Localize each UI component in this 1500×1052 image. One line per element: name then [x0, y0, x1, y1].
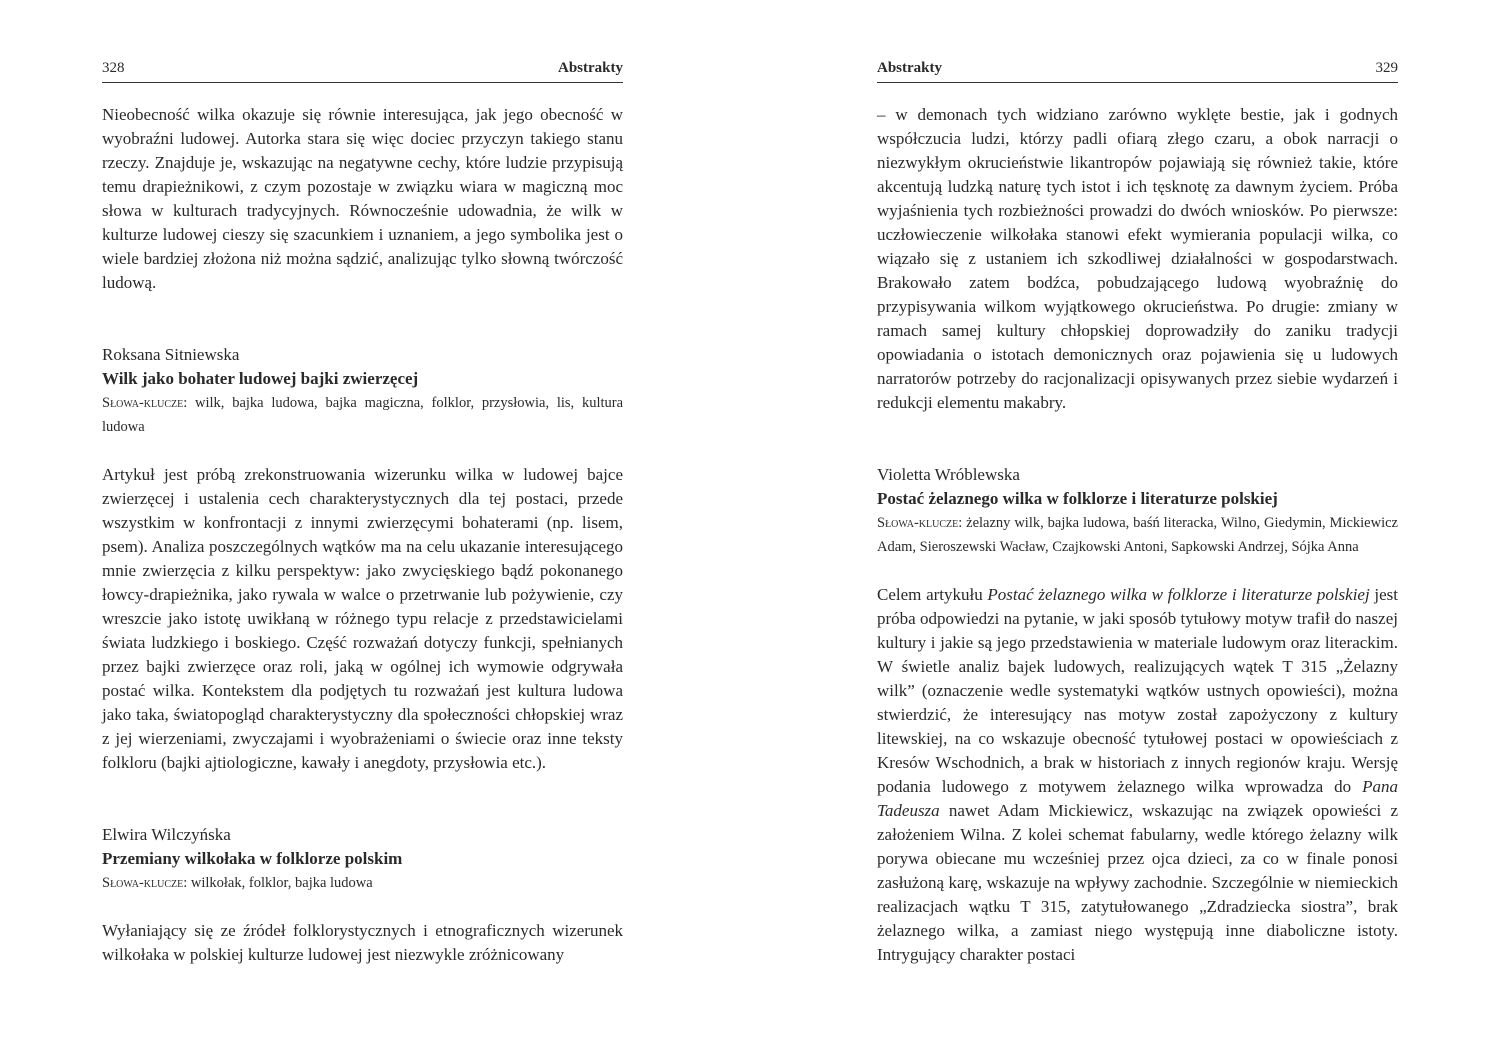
keywords-list: wilk, bajka ludowa, bajka magiczna, folklor, przysłowia, lis, kultura ludowa	[102, 395, 624, 435]
left-page-body	[102, 103, 623, 967]
entry-title: Przemiany wilkołaka w folklorze polskim	[102, 849, 403, 868]
keywords-label: Słowa-klucze:	[102, 875, 188, 891]
left-running-head	[102, 58, 623, 83]
entry-abstract: Artykuł jest próbą zrekonstruowania wizerunku wilka w ludowej bajce zwierzęcej i ustalenia cech charakterystycznych dla tej postaci, przede wszystkim w konfrontacji z innymi zwierzęcymi bohaterami (np. lisem, psem). Analiza poszczególnych wątków ma na celu ukazanie interesującego mnie zwierzęcia z kilku perspektyw: jako zwycięskiego bądź pokonanego łowcy-drapieżnika, jako rywala w walce o przetrwanie lub pożywienie, czy wreszcie jako istotę uwikłaną w różnego typu relacje z przedstawicielami świata ludzkiego i boskiego. Część rozważań dotyczy funkcji, spełnianych przez bajki zwierzęce oraz roli, jaką w ogólnej ich wymowie odgrywała postać wilka. Kontekstem dla podjętych tu rozważań jest kultura ludowa jako taka, światopogląd charakterystyczny dla społeczności chłopskiej wraz z jej wierzeniami, zwyczajami i wyobrażeniami o świecie oraz inne teksty folkloru (bajki ajtiologiczne, kawały i anegdoty, przysłowia etc.).	[102, 465, 623, 772]
running-title: Abstrakty	[877, 60, 943, 76]
entry-keywords	[877, 511, 1398, 559]
entry-keywords	[102, 391, 623, 439]
abstract-text: nawet Adam Mickiewicz, wskazując na związek opowieści z założeniem Wilna. Z kolei schemat fabularny, wedle którego żelazny wilk porywa obiecane mu wcześniej przez ojca dzieci, za co w finale ponosi zasłużoną karę, wskazuje na wpływy zachodnie. Szczególnie w niemieckich realizacjach wątku T 315, zatytułowanego „Zdradziecka siostra”, brak żelaznego wilka, a zamiast niego występują inne diaboliczne istoty. Intrygujący charakter postaci	[877, 801, 1398, 964]
entry-title: Postać żelaznego wilka w folklorze i literaturze polskiej	[877, 489, 1278, 508]
right-page-body	[877, 103, 1398, 967]
entry-keywords	[102, 871, 623, 895]
abstract-text: jest próba odpowiedzi na pytanie, w jaki sposób tytułowy motyw trafił do naszej kultury i jakie są jego przedstawienia w materiale ludowym oraz literackim. W świetle analiz bajek ludowych, realizujących wątek T 315 „Żelazny wilk” (oznaczenie wedle systematyki wątków ustnych opowieści), można stwierdzić, że interesujący nas motyw został zapożyczony z kultury litewskiej, na co wskazuje obecność tytułowej postaci w opowieściach z Kresów Wschodnich, a brak w historiach z innych regionów kraju. Wersję podania ludowego z motywem żelaznego wilka wprowadza do	[877, 585, 1399, 796]
entry-abstract	[877, 583, 1398, 967]
keywords-label: Słowa-klucze:	[877, 515, 963, 531]
abstract-entry	[877, 463, 1398, 967]
entry-author: Elwira Wilczyńska	[102, 825, 231, 844]
abstract-entry	[102, 823, 623, 967]
opening-paragraph: Nieobecność wilka okazuje się równie interesująca, jak jego obecność w wyobraźni ludowej. Autorka stara się więc dociec przyczyn takiego stanu rzeczy. Znajduje je, wskazując na negatywne cechy, które ludzie przypisują temu drapieżnikowi, z czym pozostaje w związku wiara w magiczną moc słowa w kulturach tradycyjnych. Równocześnie udowadnia, że wilk w kulturze ludowej cieszy się szacunkiem i uznaniem, a jego symbolika jest o wiele bardziej złożona niż można sądzić, analizując tylko słowną twórczość ludową.	[102, 105, 623, 292]
keywords-label: Słowa-klucze:	[102, 395, 188, 411]
running-title: Abstrakty	[557, 60, 623, 76]
keywords-list: żelazny wilk, bajka ludowa, baśń literacka, Wilno, Giedymin, Mickiewicz Adam, Sieroszewski Wacław, Czajkowski Antoni, Sapkowski Andrzej, Sójka Anna	[877, 515, 1398, 555]
abstract-text: Celem artykułu	[877, 585, 988, 604]
entry-abstract: Wyłaniający się ze źródeł folklorystycznych i etnograficznych wizerunek wilkołaka w polskiej kulturze ludowej jest niezwykle zróżnicowany	[102, 921, 623, 964]
page-number: 328	[102, 60, 125, 76]
cited-title: Postać żelaznego wilka w folklorze i literaturze polskiej	[987, 585, 1370, 604]
keywords-list: wilkołak, folklor, bajka ludowa	[190, 875, 373, 891]
entry-author: Roksana Sitniewska	[102, 345, 240, 364]
cited-title: Pana Tadeusza	[877, 777, 1398, 820]
entry-title: Wilk jako bohater ludowej bajki zwierzęcej	[102, 369, 419, 388]
page-number: 329	[1375, 60, 1398, 76]
abstract-entry	[102, 343, 623, 775]
entry-author: Violetta Wróblewska	[877, 465, 1020, 484]
continued-paragraph: – w demonach tych widziano zarówno wyklęte bestie, jak i godnych współczucia ludzi, którzy padli ofiarą złego czaru, a obok narracji o niezwykłym okrucieństwie likantropów pojawiają się również takie, które akcentują ludzką naturę tych istot i ich tęsknotę za dawnym życiem. Próba wyjaśnienia tych rozbieżności prowadzi do dwóch wniosków. Po pierwsze: uczłowieczenie wilkołaka stanowi efekt wymierania populacji wilka, co wiązało się z ustaniem ich szkodliwej działalności w gospodarstwach. Brakowało zatem bodźca, pobudzającego ludową wyobraźnię do przypisywania wilkom wyjątkowego okrucieństwa. Po drugie: zmiany w ramach samej kultury chłopskiej doprowadziły do zaniku tradycji opowiadania o istotach demonicznych oraz pojawienia się u ludowych narratorów potrzeby do racjonalizacji opisywanych przez siebie wydarzeń i redukcji elementu makabry.	[877, 105, 1398, 412]
right-running-head	[877, 58, 1398, 83]
